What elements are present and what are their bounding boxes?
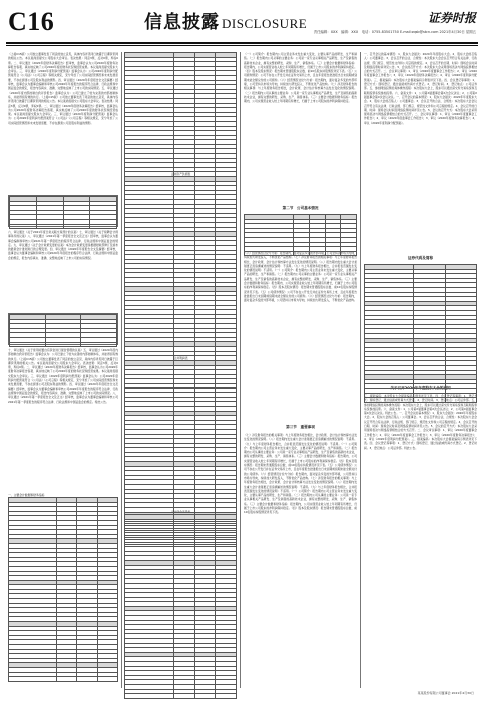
data-table [9, 196, 117, 229]
column-divider [240, 52, 241, 688]
proposal-table [364, 264, 477, 382]
table-cell [245, 251, 294, 256]
table-cell [445, 398, 476, 403]
col3-paragraph: （六）经营情况讨论与分析：报告期内，面对复杂多变的外部环境，公司坚持以市场为导向，持续加大研发投入，不断优化产品结构。（七）涉及财务报告的相关事项：与上年度财务报告相比，会计政策、会计估计和核算方法发生变化的情况说明。（八）报告期内发生重大会计差错更正需追溯重述的情况说明：不适用。（九）与上年度财务报告相比，合并报表范围发生变化的情况说明：不适用。（一）公司简介：报告期内公司主营业务未发生重大变化，主要从事产品的研发、生产和销售。（二）报告期内公司从事的主要业务：公司是一家专业从事相关产品研发、生产及销售的高新技术企业，拥有完整的研发、采购、生产、销售体系。（三）主要会计数据和财务指标：报告期内，公司实现营业收入较上年同期有所增长，归属于上市公司股东的净利润保持稳定。（四）股本及股东情况：报告期末普通股股东总数、前10名股东持股情况详见下表。（五）公司债券情况：公司不存在公开发行并在证券交易所上市，且在年度报告批准报出日未到期或到期未能全额兑付的公司债券。（六）经营情况讨论与分析：报告期内，面对复杂多变的外部环境，公司坚持以市场为导向，持续加大研发投入，不断优化产品结构。 [244, 251, 357, 303]
data-table [124, 514, 237, 699]
page-header [6, 6, 478, 40]
header-rule-thick [6, 42, 478, 44]
table-cell [309, 251, 325, 256]
data-table [9, 314, 117, 347]
table-row [245, 251, 357, 256]
small-table [8, 313, 118, 345]
table-cell [414, 398, 445, 403]
section-heading: 第三节 重要事项 [286, 425, 315, 429]
table-cell [56, 677, 76, 682]
newspaper-logo: 证券时报 [427, 11, 476, 25]
financial-table-top [124, 52, 237, 172]
section-heading: 证券代码及简称 [407, 256, 434, 260]
column-divider [121, 52, 122, 688]
table-cell [9, 677, 57, 682]
col3-paragraph: （七）涉及财务报告的相关事项：与上年度财务报告相比，会计政策、会计估计和核算方法发生变化的情况说明。（八）报告期内发生重大会计差错更正需追溯重述的情况说明：不适用。（九）与上年度财务报告相比，合并报表范围发生变化的情况说明：不适用。（一）公司简介：报告期内公司主营业务未发生重大变化，主要从事产品的研发、生产和销售。（二）报告期内公司从事的主要业务：公司是一家专业从事相关产品研发、生产及销售的高新技术企业，拥有完整的研发、采购、生产、销售体系。（三）主要会计数据和财务指标：报告期内，公司实现营业收入较上年同期有所增长，归属于上市公司股东的净利润保持稳定。（四）股本及股东情况：报告期末普通股股东总数、前10名股东持股情况详见下表。（五）公司债券情况：公司不存在公开发行并在证券交易所上市，且在年度报告批准报出日未到期或到期未能全额兑付的公司债券。（六）经营情况讨论与分析：报告期内，面对复杂多变的外部环境，公司坚持以市场为导向，持续加大研发投入，不断优化产品结构。（七）涉及财务报告的相关事项：与上年度财务报告相比，会计政策、会计估计和核算方法发生变化的情况说明。（八）报告期内发生重大会计差错更正需追溯重述的情况说明：不适用。（九）与上年度财务报告相比，合并报表范围发生变化的情况说明：不适用。（一）公司简介：报告期内公司主营业务未发生重大变化，主要从事产品的研发、生产和销售。（二）报告期内公司从事的主要业务：公司是一家专业从事相关产品研发、生产及销售的高新技术企业，拥有完整的研发、采购、生产、销售体系。（三）主要会计数据和财务指标：报告期内，公司实现营业收入较上年同期有所增长，归属于上市公司股东的净利润保持稳定。（四）股本及股东情况：报告期末普通股股东总数、前10名股东持股情况详见下表。 [244, 433, 357, 515]
data-table [8, 497, 118, 682]
table-cell [195, 694, 216, 699]
table-cell [125, 694, 174, 699]
table-cell [341, 251, 357, 256]
header-meta-line: 责任编辑：XXX 编辑：XXX 电话：0755-83501750 E-mail:zqsb@stcn.com 2021年4月30日 星期五 [313, 30, 476, 34]
table-caption: 一、主要会计数据和财务指标 [8, 493, 45, 497]
table-row [9, 677, 118, 682]
page-footer: 某某股份有限公司董事会 2021年4月30日 [417, 691, 474, 695]
table-row [125, 694, 237, 699]
shareholder-table [244, 214, 357, 248]
column-3 [244, 52, 357, 688]
column-divider [360, 52, 361, 688]
section-title-cn: 信息披露 [144, 12, 220, 33]
section-title [144, 10, 334, 38]
table-cell [174, 694, 195, 699]
section-title-en: DISCLOSURE [222, 16, 308, 31]
page-number: C16 [8, 7, 55, 36]
table-cell [365, 398, 414, 403]
data-table [364, 264, 477, 403]
table-cell [97, 677, 117, 682]
table-cell [294, 251, 310, 256]
table-caption: 合并利润表 [173, 356, 188, 360]
header-rule-thin [6, 45, 478, 46]
data-table [244, 214, 357, 256]
column-2 [124, 52, 237, 688]
col4-paragraph: 一、召开会议的基本情况：1、股东大会届次：2020年年度股东大会。2、股东大会的召集人：公司董事会。3、会议召开的合法、合规性：本次股东大会会议召开符合有关法律、行政法规、部门规章、规范性文件和公司章程的规定。4、会议召开的日期、时间：现场会议时间及网络投票时间详见公告。5、会议的召开方式：本次股东大会采用现场表决与网络投票相结合的方式召开。二、会议审议事项：1、审议《2020年度董事会工作报告》；2、审议《2020年度监事会工作报告》；3、审议《2020年度财务决算报告》；4、审议《2020年度利润分配预案》。三、提案编码：本次股东大会提案编码示例表详见下表。四、会议登记等事项：1、登记方式：现场登记、通过信函或传真方式登记。2、登记时间。3、登记地点：公司证券部。五、参加网络投票的具体操作流程：本次股东大会上，股东可以通过深交所交易系统和互联网投票系统参加投票。六、备查文件：1、公司第X届董事会第X次会议决议；2、公司第X届监事会第X次会议决议。一、召开会议的基本情况：1、股东大会届次：2020年年度股东大会。2、股东大会的召集人：公司董事会。3、会议召开的合法、合规性：本次股东大会会议召开符合有关法律、行政法规、部门规章、规范性文件和公司章程的规定。4、会议召开的日期、时间：现场会议时间及网络投票时间详见公告。5、会议的召开方式：本次股东大会采用现场表决与网络投票相结合的方式召开。二、会议审议事项：1、审议《2020年度董事会工作报告》；2、审议《2020年度监事会工作报告》；3、审议《2020年度财务决算报告》；4、审议《2020年度利润分配预案》。 [364, 52, 477, 125]
col1-paragraph: 十、审议通过《关于使用闲置自有资金进行现金管理的议案》五、审议通过《2020年度内部控制自我评价报告》监事会认为：公司已建立了较为完善的内部控制体系，并能得到有效的执行。（上接C15版）公司独立董事发表了同意的独立意见，具体内容详见同日披露于巨潮资讯网的相关公告。本议案尚需提交公司股东大会审议。表决结果：同意3票，反对0票，弃权0票。二、审议通过《2020年度财务决算报告》经审核，监事会认为公司2020年度财务决算报告客观、真实地反映了公司2020年度的财务状况和经营成果。本议案尚需提交股东大会审议。三、审议通过《2020年度利润分配预案》监事会认为：公司2020年度利润分配预案符合《公司法》《公司章程》等相关规定，充分考虑了公司实际经营情况和未来发展需要，不存在损害公司及股东利益的情形。四、审议通过《2020年年度报告全文及摘要》经审核，监事会认为董事会编制和审核公司2020年年度报告的程序符合法律、行政法规和中国证监会的规定，报告内容真实、准确、完整地反映了上市公司的实际情况。八、审议通过《2021年第一季度报告全文及正文》经审核，监事会认为董事会编制和审核公司2021年第一季度报告的程序符合法律、行政法规和中国证监会的规定。特此公告。 [8, 348, 118, 404]
table-cell [325, 251, 341, 256]
table-row [365, 398, 477, 403]
small-table [8, 195, 118, 227]
column-1 [8, 52, 118, 688]
table-caption: 合并资产负债表 [170, 172, 191, 176]
section-heading: 关于召开2020年年度股东大会的通知 [390, 386, 451, 390]
financial-table-col1 [8, 497, 118, 647]
col3-paragraph: （一）公司简介：报告期内公司主营业务未发生重大变化，主要从事产品的研发、生产和销售。（二）报告期内公司从事的主要业务：公司是一家专业从事相关产品研发、生产及销售的高新技术企业，拥有完整的研发、采购、生产、销售体系。（三）主要会计数据和财务指标：报告期内，公司实现营业收入较上年同期有所增长，归属于上市公司股东的净利润保持稳定。（四）股本及股东情况：报告期末普通股股东总数、前10名股东持股情况详见下表。（五）公司债券情况：公司不存在公开发行并在证券交易所上市，且在年度报告批准报出日未到期或到期未能全额兑付的公司债券。（六）经营情况讨论与分析：报告期内，面对复杂多变的外部环境，公司坚持以市场为导向，持续加大研发投入，不断优化产品结构。（七）涉及财务报告的相关事项：与上年度财务报告相比，会计政策、会计估计和核算方法发生变化的情况说明。（二）报告期内公司从事的主要业务：公司是一家专业从事相关产品研发、生产及销售的高新技术企业，拥有完整的研发、采购、生产、销售体系。（三）主要会计数据和财务指标：报告期内，公司实现营业收入较上年同期有所增长，归属于上市公司股东的净利润保持稳定。 [244, 52, 357, 104]
table-cell [216, 694, 237, 699]
income-statement-table [124, 360, 237, 510]
column-4 [364, 52, 477, 688]
col4-paragraph: 三、提案编码：本次股东大会提案编码示例表详见下表。四、会议登记等事项：1、登记方式：现场登记、通过信函或传真方式登记。2、登记时间。3、登记地点：公司证券部。五、参加网络投票的具体操作流程：本次股东大会上，股东可以通过深交所交易系统和互联网投票系统参加投票。六、备查文件：1、公司第X届董事会第X次会议决议；2、公司第X届监事会第X次会议决议。特此公告。一、召开会议的基本情况：1、股东大会届次：2020年年度股东大会。2、股东大会的召集人：公司董事会。3、会议召开的合法、合规性：本次股东大会会议召开符合有关法律、行政法规、部门规章、规范性文件和公司章程的规定。4、会议召开的日期、时间：现场会议时间及网络投票时间详见公告。5、会议的召开方式：本次股东大会采用现场表决与网络投票相结合的方式召开。二、会议审议事项：1、审议《2020年度董事会工作报告》；2、审议《2020年度监事会工作报告》；3、审议《2020年度财务决算报告》；4、审议《2020年度利润分配预案》。三、提案编码：本次股东大会提案编码示例表详见下表。四、会议登记等事项：1、登记方式：现场登记、通过信函或传真方式登记。2、登记时间。3、登记地点：公司证券部。特此公告。 [364, 394, 477, 450]
col1-paragraph: 六、审议通过《关于2021年度日常关联交易预计的议案》七、审议通过《关于续聘会计师事务所的议案》八、审议通过《2021年第一季度报告全文及正文》经审核，监事会认为董事会编制和审核公司2021年第一季度报告的程序符合法律、行政法规和中国证监会的规定。九、审议通过《关于会计政策变更的议案》本次会计政策变更是根据财政部修订及颁布的最新会计准则进行的合理变更。四、审议通过《2020年年度报告全文及摘要》经审核，监事会认为董事会编制和审核公司2020年年度报告的程序符合法律、行政法规和中国证监会的规定，报告内容真实、准确、完整地反映了上市公司的实际情况。 [8, 230, 118, 260]
balance-sheet-table [124, 176, 237, 356]
col1-paragraph: （上接C15版）公司独立董事发表了同意的独立意见，具体内容详见同日披露于巨潮资讯网的相关公告。本议案尚需提交公司股东大会审议。表决结果：同意3票，反对0票，弃权0票。二、审议通过《2020年度财务决算报告》经审核，监事会认为公司2020年度财务决算报告客观、真实地反映了公司2020年度的财务状况和经营成果。本议案尚需提交股东大会审议。三、审议通过《2020年度利润分配预案》监事会认为：公司2020年度利润分配预案符合《公司法》《公司章程》等相关规定，充分考虑了公司实际经营情况和未来发展需要，不存在损害公司及股东利益的情形。四、审议通过《2020年年度报告全文及摘要》经审核，监事会认为董事会编制和审核公司2020年年度报告的程序符合法律、行政法规和中国证监会的规定，报告内容真实、准确、完整地反映了上市公司的实际情况。五、审议通过《2020年度内部控制自我评价报告》监事会认为：公司已建立了较为完善的内部控制体系，并能得到有效的执行。（上接C15版）公司独立董事发表了同意的独立意见，具体内容详见同日披露于巨潮资讯网的相关公告。本议案尚需提交公司股东大会审议。表决结果：同意3票，反对0票，弃权0票。二、审议通过《2020年度财务决算报告》经审核，监事会认为公司2020年度财务决算报告客观、真实地反映了公司2020年度的财务状况和经营成果。本议案尚需提交股东大会审议。三、审议通过《2020年度利润分配预案》监事会认为：公司2020年度利润分配预案符合《公司法》《公司章程》等相关规定，充分考虑了公司实际经营情况和未来发展需要，不存在损害公司及股东利益的情形。 [8, 52, 118, 125]
table-cell [77, 677, 97, 682]
cash-flow-table [124, 514, 237, 664]
section-heading: 第二节 公司基本情况 [282, 206, 319, 210]
